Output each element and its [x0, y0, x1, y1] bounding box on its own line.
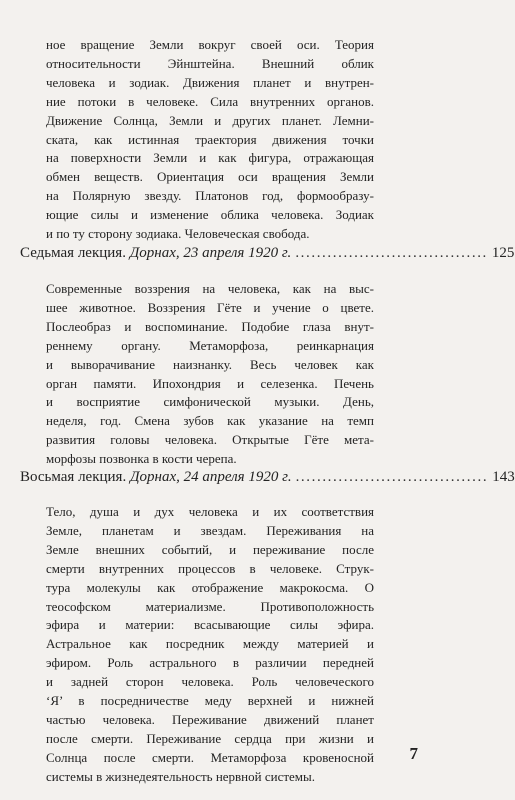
summary-line: ющие силы и изменение облика человека. Зодиак — [46, 207, 374, 223]
summary-line: эфира и материи: всасывающие силы эфира. — [46, 617, 374, 633]
summary-line: шее животное. Воззрения Гёте и учение о цвете. — [46, 299, 374, 315]
summary-line: теософском материализме. Противоположность — [46, 598, 374, 614]
summary-line: Современные воззрения на человека, как на выс- — [46, 281, 374, 296]
summary-line: обмен веществ. Ориентация оси вращения Земли — [46, 169, 374, 185]
toc-entry-lecture-8 — [20, 469, 515, 486]
summary-line: ние потоки в человеке. Сила внутренних органов. — [46, 93, 374, 109]
page-number: 143 — [492, 469, 515, 485]
toc-entry-lecture-7 — [20, 245, 515, 262]
lecture-6-summary — [46, 36, 374, 244]
dot-leader: .................................... — [295, 245, 488, 261]
summary-line: Движение Солнца, Земли и других планет. Лемни- — [46, 112, 374, 128]
summary-line: и выворачивание наизнанку. Весь человек как — [46, 356, 374, 372]
summary-line: ската, как истинная траектория движения точки — [46, 131, 374, 147]
summary-line: Астральное как посредник между материей и — [46, 636, 374, 652]
summary-line: частью человека. Переживание движений планет — [46, 711, 374, 727]
summary-line: реннему органу. Метаморфоза, реинкарнация — [46, 337, 374, 353]
summary-line: орган памяти. Ипохондрия и селезенка. Печень — [46, 375, 374, 391]
lecture-8-summary — [46, 503, 374, 787]
summary-line: ‘Я’ в посредничестве меду верхней и нижней — [46, 693, 374, 709]
summary-line: Тело, душа и дух человека и их соответствия — [46, 504, 374, 519]
page-folio-number: 7 — [409, 744, 418, 763]
summary-line: человека и зодиак. Движения планет и внутрен- — [46, 74, 374, 90]
summary-line: тура молекулы как отображение макрокосма. О — [46, 579, 374, 595]
summary-line: после смерти. Переживание сердца при жизни и — [46, 730, 374, 746]
lecture-place-date: Дорнах, 23 апреля 1920 г. — [129, 245, 292, 261]
summary-line: морфозы позвонка в кости черепа. — [46, 451, 237, 467]
summary-line: смерти внутренних процессов в человеке. Струк- — [46, 560, 374, 576]
dot-leader: .................................... — [295, 469, 489, 485]
summary-line: развития головы человека. Открытые Гёте мета- — [46, 432, 374, 448]
summary-line: на поверхности Земли и как фигура, отражающая — [46, 150, 374, 166]
summary-line: относительности Эйнштейна. Внешний облик — [46, 55, 374, 71]
lecture-title: Восьмая лекция. — [20, 469, 127, 485]
summary-line: и задней сторон человека. Роль человеческого — [46, 674, 374, 690]
summary-line: Солнца после смерти. Метаморфоза кровеносной — [46, 749, 374, 765]
summary-line: на Полярную звезду. Платонов год, формообразу- — [46, 188, 374, 204]
lecture-place-date: Дорнах, 24 апреля 1920 г. — [129, 469, 292, 485]
summary-line: Послеобраз и воспоминание. Подобие глаза внут- — [46, 318, 374, 334]
summary-line: Земле, планетам и звездам. Переживания на — [46, 522, 374, 538]
summary-line: неделя, год. Смена зубов как указание на темп — [46, 413, 374, 429]
page-number: 125 — [491, 245, 515, 261]
summary-line: и восприятие симфонической музыки. День, — [46, 394, 374, 410]
lecture-7-summary — [46, 280, 374, 469]
summary-line: системы в жизнедеятельность нервной системы. — [46, 768, 316, 784]
summary-line: ное вращение Земли вокруг своей оси. Теория — [46, 37, 374, 52]
summary-line: и по ту сторону зодиака. Человеческая свобода. — [46, 226, 310, 242]
summary-line: эфиром. Роль астрального в различии передней — [46, 655, 374, 671]
lecture-title: Седьмая лекция. — [20, 245, 126, 261]
summary-line: Земле внешних событий, и переживание после — [46, 541, 374, 557]
